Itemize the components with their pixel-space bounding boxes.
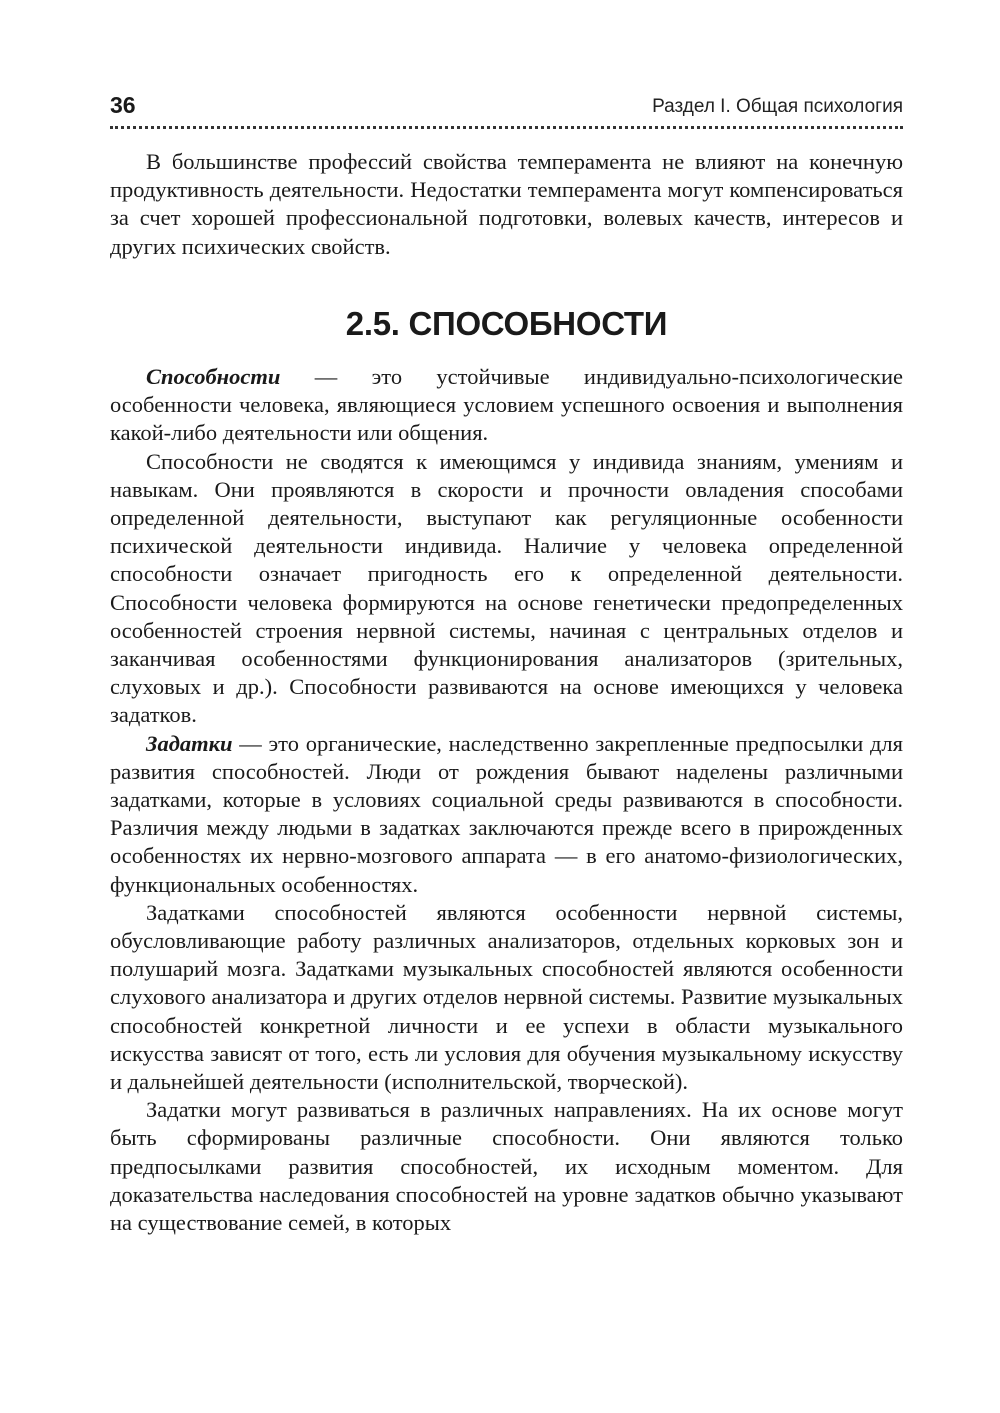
paragraph-definition-abilities [110,363,903,448]
paragraph-inclinations-nervous-system: Задатками способностей являются особенности нервной системы, обусловливающие работу различных анализаторов, отдельных корковых зон и полушарий мозга. Задатками музыкальных способностей являются особенности слухового анализатора и других отделов нервной системы. Развитие музыкальных способностей конкретной личности и ее успехи в области музыкального искусства зависят от того, есть ли условия для обучения музыкальному искусству и дальнейшей деятельности (исполнительской, творческой). [110,899,903,1095]
intro-text [110,148,903,261]
page-header [110,94,903,129]
paragraph-definition-inclinations [110,730,903,899]
term-abilities: Способности [146,364,281,389]
paragraph-inclinations-development: Задатки могут развиваться в различных направлениях. На их основе могут быть сформированы различные способности. Они являются только предпосылками развития способностей, их исходным моментом. Для доказательства наследования способностей на уровне задатков обычно указывают на существование семей, в которых [110,1097,903,1236]
section-body [110,363,903,1237]
page-number: 36 [110,92,136,118]
term-inclinations: Задатки [146,730,233,756]
section-heading: 2.5. СПОСОБНОСТИ [345,305,668,342]
intro-paragraph: В большинстве профессий свойства темперамента не влияют на конечную продуктивность деятельности. Недостатки темперамента могут компенсироваться за счет хорошей профессиональной подготовки, волевых качеств, интересов и других психических свойств. [110,149,903,259]
paragraph-abilities-details: Способности не сводятся к имеющимся у индивида знаниям, умениям и навыкам. Они проявляются в скорости и прочности овладения способами определенной деятельности, выступают как регуляционные особенности психической деятельности индивида. Наличие у человека определенной способности означает пригодность его к определенной деятельности. Способности человека формируются на основе генетически предопределенных особенностей строения нервной системы, начиная с центральных отделов и заканчивая особенностями функционирования анализаторов (зрительных, слуховых и др.). Способности развиваются на основе имеющихся у человека задатков. [110,448,903,728]
paragraph-text: — это органические, наследственно закрепленные предпосылки для развития способностей. Люди от рождения бывают наделены различными задатками, которые в условиях социальной среды развиваются в способности. Различия между людьми в задатках заключаются прежде всего в прирожденных особенностях их нервно-мозгового аппарата — в его анатомо-физиологических, функциональных особенностях. [110,730,903,897]
paragraph-text: — это устойчивые индивидуально-психологические особенности человека, являющиеся условием успешного освоения и выполнения какой-либо деятельности или общения. [110,364,903,446]
running-title: Раздел I. Общая психология [652,96,903,117]
